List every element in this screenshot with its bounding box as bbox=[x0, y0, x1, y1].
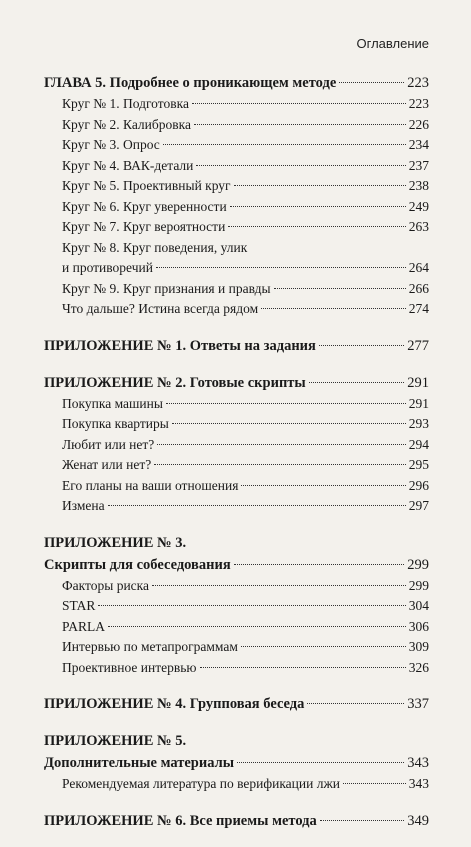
toc-entry[interactable] bbox=[44, 94, 429, 115]
dot-leader bbox=[343, 783, 406, 784]
dot-leader bbox=[261, 308, 406, 309]
dot-leader bbox=[319, 345, 404, 346]
toc-entry[interactable] bbox=[44, 476, 429, 497]
toc-entry-page: 299 bbox=[407, 556, 429, 573]
toc-entry-page: 226 bbox=[408, 116, 429, 132]
toc-section-appendix2 bbox=[44, 372, 429, 517]
toc-appendix-heading: ПРИЛОЖЕНИЕ № 3. bbox=[44, 534, 187, 551]
toc-entry-title: ПРИЛОЖЕНИЕ № 4. Групповая беседа bbox=[44, 696, 305, 712]
toc-entry[interactable] bbox=[44, 435, 429, 456]
toc-entry-page: 349 bbox=[407, 812, 429, 829]
toc-entry-page: 337 bbox=[407, 696, 429, 712]
toc-entry-title: Что дальше? Истина всегда рядом bbox=[62, 301, 259, 316]
dot-leader bbox=[163, 144, 406, 145]
toc-entry-title: Дополнительные материалы bbox=[44, 755, 235, 771]
toc-entry[interactable] bbox=[44, 217, 429, 238]
toc-entry-page: 237 bbox=[408, 157, 429, 173]
toc-entry[interactable] bbox=[44, 658, 429, 679]
dot-leader bbox=[309, 382, 405, 383]
toc-appendix-entry[interactable] bbox=[44, 372, 429, 394]
dot-leader bbox=[194, 124, 406, 125]
toc-entry[interactable] bbox=[44, 455, 429, 476]
toc-entry-title: Круг № 8. Круг поведения, улик bbox=[62, 239, 248, 255]
toc-section-appendix3 bbox=[44, 532, 429, 679]
toc-entry[interactable] bbox=[44, 115, 429, 136]
toc-entry-title: Круг № 6. Круг уверенности bbox=[62, 198, 227, 214]
toc-entry-page: 266 bbox=[408, 280, 429, 296]
toc-appendix-entry[interactable] bbox=[44, 752, 429, 774]
toc-entry[interactable] bbox=[44, 576, 429, 597]
toc-entry-page: 304 bbox=[408, 598, 429, 613]
toc-entry-title: Круг № 9. Круг признания и правды bbox=[62, 280, 271, 296]
dot-leader bbox=[339, 82, 404, 83]
toc-entry-title: Любит или нет? bbox=[62, 436, 155, 452]
toc-entry-title: Рекомендуемая литература по верификации лжи bbox=[62, 776, 341, 791]
toc-chapter-entry[interactable] bbox=[44, 72, 429, 94]
toc-entry-page: 264 bbox=[408, 260, 429, 275]
dot-leader bbox=[154, 464, 406, 465]
toc-entry[interactable] bbox=[44, 156, 429, 177]
dot-leader bbox=[230, 206, 406, 207]
toc-entry[interactable] bbox=[44, 299, 429, 320]
toc-entry[interactable] bbox=[44, 394, 429, 415]
toc-section-chapter5 bbox=[44, 72, 429, 320]
toc-entry[interactable] bbox=[44, 176, 429, 197]
toc-appendix-heading: ПРИЛОЖЕНИЕ № 5. bbox=[44, 733, 187, 749]
toc-entry-page: 299 bbox=[408, 577, 429, 593]
dot-leader bbox=[234, 564, 405, 565]
toc-entry[interactable] bbox=[44, 279, 429, 300]
toc-entry-title: ГЛАВА 5. Подробнее о проникающем методе bbox=[44, 75, 337, 91]
dot-leader bbox=[152, 585, 406, 586]
toc-entry[interactable] bbox=[44, 496, 429, 517]
dot-leader bbox=[192, 103, 406, 104]
toc-entry-page: 223 bbox=[408, 96, 429, 111]
toc-entry-page: 326 bbox=[408, 659, 429, 675]
toc-entry-page: 291 bbox=[407, 374, 429, 391]
toc-entry-page: 343 bbox=[408, 776, 429, 791]
toc-entry-title: Круг № 5. Проективный круг bbox=[62, 178, 231, 193]
dot-leader bbox=[108, 626, 406, 627]
toc-entry[interactable] bbox=[44, 135, 429, 156]
toc-entry-page: 249 bbox=[408, 198, 429, 214]
toc-entry[interactable] bbox=[44, 258, 429, 279]
running-head: Оглавление bbox=[356, 36, 429, 51]
toc-entry[interactable] bbox=[44, 617, 429, 638]
toc-entry-page: 295 bbox=[408, 457, 429, 472]
toc-entry-title: Круг № 1. Подготовка bbox=[62, 96, 189, 111]
dot-leader bbox=[234, 185, 406, 186]
toc-entry-page: 343 bbox=[407, 755, 429, 771]
dot-leader bbox=[108, 505, 406, 506]
toc-entry-page: 263 bbox=[408, 219, 429, 234]
toc-appendix-entry[interactable] bbox=[44, 693, 429, 715]
dot-leader bbox=[241, 646, 406, 647]
toc-entry-title: ПРИЛОЖЕНИЕ № 2. Готовые скрипты bbox=[44, 374, 306, 391]
toc-appendix-entry[interactable] bbox=[44, 554, 429, 576]
toc-entry-title: Покупка машины bbox=[62, 395, 163, 411]
dot-leader bbox=[241, 485, 405, 486]
toc-entry-title: PARLA bbox=[62, 618, 106, 634]
dot-leader bbox=[166, 403, 406, 404]
toc-entry-page: 306 bbox=[408, 618, 429, 634]
dot-leader bbox=[274, 288, 406, 289]
toc-entry-title: Скрипты для собеседования bbox=[44, 556, 231, 573]
dot-leader bbox=[237, 762, 404, 763]
toc-entry-title: и противоречий bbox=[62, 260, 153, 275]
toc-entry-title: ПРИЛОЖЕНИЕ № 6. Все приемы метода bbox=[44, 812, 317, 829]
toc-entry-wrapped-line[interactable] bbox=[44, 238, 429, 259]
toc-appendix-entry[interactable] bbox=[44, 335, 429, 357]
toc-entry-page: 296 bbox=[408, 477, 429, 493]
toc-section-appendix1 bbox=[44, 335, 429, 357]
toc-entry-page: 223 bbox=[407, 75, 429, 91]
toc-entry-page: 274 bbox=[408, 301, 429, 316]
toc-section-appendix6 bbox=[44, 810, 429, 832]
toc-entry-page: 277 bbox=[407, 337, 429, 354]
toc-entry-title: Измена bbox=[62, 498, 105, 513]
toc-entry-title: Его планы на ваши отношения bbox=[62, 477, 239, 493]
toc-entry-page: 309 bbox=[408, 639, 429, 654]
toc-entry[interactable] bbox=[44, 414, 429, 435]
dot-leader bbox=[228, 226, 405, 227]
toc-entry-title: Круг № 7. Круг вероятности bbox=[62, 219, 226, 234]
toc-section-appendix4 bbox=[44, 693, 429, 715]
toc-entry-title: Проективное интервью bbox=[62, 659, 197, 675]
toc-entry[interactable] bbox=[44, 774, 429, 795]
toc-entry-title: Факторы риска bbox=[62, 577, 150, 593]
toc-appendix-entry[interactable] bbox=[44, 810, 429, 832]
toc-entry-title: Круг № 2. Калибровка bbox=[62, 116, 191, 132]
toc-section-appendix5 bbox=[44, 730, 429, 795]
table-of-contents bbox=[44, 72, 429, 847]
toc-entry[interactable] bbox=[44, 197, 429, 218]
toc-entry-title: Интервью по метапрограммам bbox=[62, 639, 238, 654]
dot-leader bbox=[196, 165, 405, 166]
toc-entry-title: Круг № 4. ВАК-детали bbox=[62, 157, 194, 173]
dot-leader bbox=[200, 667, 406, 668]
dot-leader bbox=[172, 423, 406, 424]
toc-entry-page: 234 bbox=[408, 137, 429, 152]
dot-leader bbox=[157, 444, 405, 445]
toc-entry-title: Покупка квартиры bbox=[62, 416, 169, 431]
dot-leader bbox=[320, 820, 405, 821]
toc-entry-page: 238 bbox=[408, 178, 429, 193]
toc-entry-title: STAR bbox=[62, 598, 96, 613]
toc-entry-page: 291 bbox=[408, 395, 429, 411]
dot-leader bbox=[98, 605, 405, 606]
toc-entry-title: Круг № 3. Опрос bbox=[62, 137, 160, 152]
toc-entry[interactable] bbox=[44, 596, 429, 617]
toc-entry-page: 297 bbox=[408, 498, 429, 513]
dot-leader bbox=[156, 267, 406, 268]
toc-entry-page: 293 bbox=[408, 416, 429, 431]
toc-entry[interactable] bbox=[44, 637, 429, 658]
toc-entry-page: 294 bbox=[408, 436, 429, 452]
toc-entry-title: ПРИЛОЖЕНИЕ № 1. Ответы на задания bbox=[44, 337, 316, 354]
dot-leader bbox=[307, 703, 404, 704]
toc-entry-title: Женат или нет? bbox=[62, 457, 152, 472]
